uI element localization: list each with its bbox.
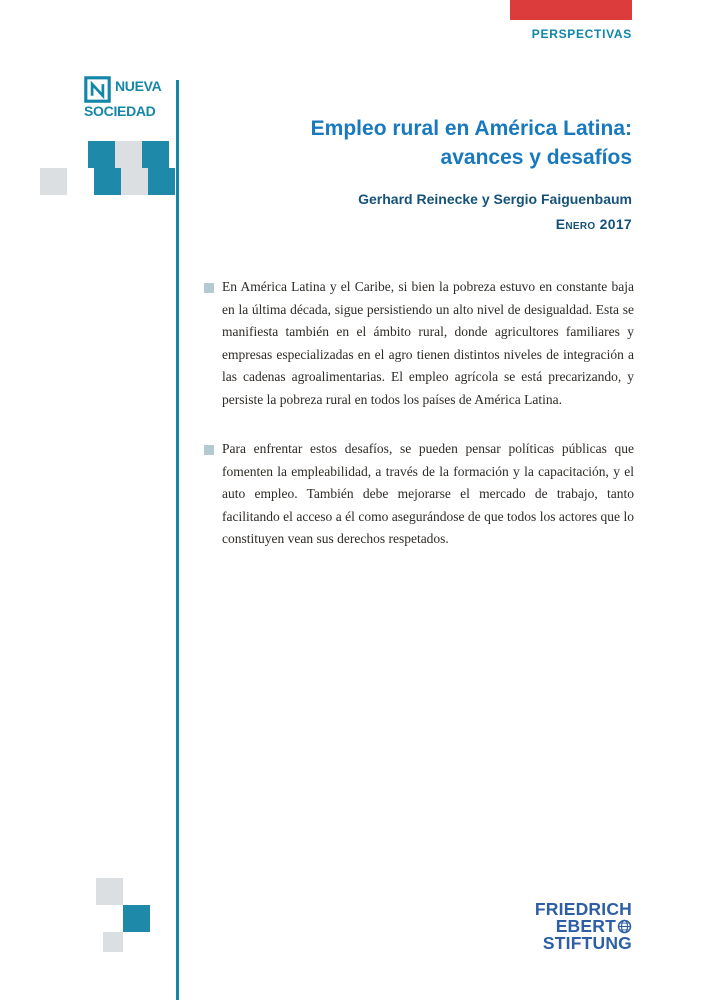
- mosaic-square-teal: [88, 141, 115, 168]
- mosaic-square-gray: [40, 168, 67, 195]
- article-authors: Gerhard Reinecke y Sergio Faiguenbaum: [358, 191, 632, 207]
- paragraph-bullet-icon: [204, 445, 214, 455]
- abstract-paragraph: Para enfrentar estos desafíos, se pueden pensar políticas públicas que fomenten la empleabilidad, a través de la formación y la capacitación, y el auto empleo. También debe mejorarse el mercado de trabajo, tanto facilitando el acceso a él como asegurándose de que todos los actores que lo constituyen vean sus derechos respetados.: [222, 441, 634, 546]
- mosaic-square-teal: [142, 141, 169, 168]
- publication-label: PERSPECTIVAS: [531, 27, 632, 41]
- publisher-name-line1: NUEVA: [115, 78, 162, 94]
- mosaic-square-gray: [115, 141, 142, 168]
- article-title-line2: avances y desafíos: [440, 146, 632, 169]
- red-accent-bar: [510, 0, 632, 20]
- article-date: Enero 2017: [555, 216, 632, 232]
- mosaic-square-teal: [123, 905, 150, 932]
- mosaic-square-gray: [121, 168, 148, 195]
- fes-logo-line3: STIFTUNG: [542, 933, 632, 953]
- mosaic-square-teal: [148, 168, 175, 195]
- mosaic-square-gray: [103, 932, 123, 952]
- mosaic-square-teal: [94, 168, 121, 195]
- friedrich-ebert-stiftung-logo: [332, 901, 632, 952]
- abstract-paragraph: En América Latina y el Caribe, si bien la pobreza estuvo en constante baja en la última década, sigue persistiendo un alto nivel de desigualdad. Esta se manifiesta también en el ámbito rural, donde agricultores familiares y empresas especializadas en el agro tienen distintos niveles de integración a las cadenas agroalimentarias. El empleo agrícola se está precarizando, y persiste la pobreza rural en todos los países de América Latina.: [222, 279, 634, 407]
- article-title: [172, 114, 632, 172]
- article-title-line1: Empleo rural en América Latina:: [310, 117, 632, 140]
- nueva-sociedad-icon: [84, 76, 111, 103]
- nueva-sociedad-logo: [84, 74, 204, 118]
- paragraph-bullet-icon: [204, 283, 214, 293]
- fes-logo-line2-text: EBERT: [555, 916, 616, 936]
- globe-icon: [617, 919, 632, 934]
- mosaic-square-gray: [96, 878, 123, 905]
- fes-logo-line1: FRIEDRICH: [534, 899, 632, 919]
- publisher-name-line2: SOCIEDAD: [84, 103, 156, 119]
